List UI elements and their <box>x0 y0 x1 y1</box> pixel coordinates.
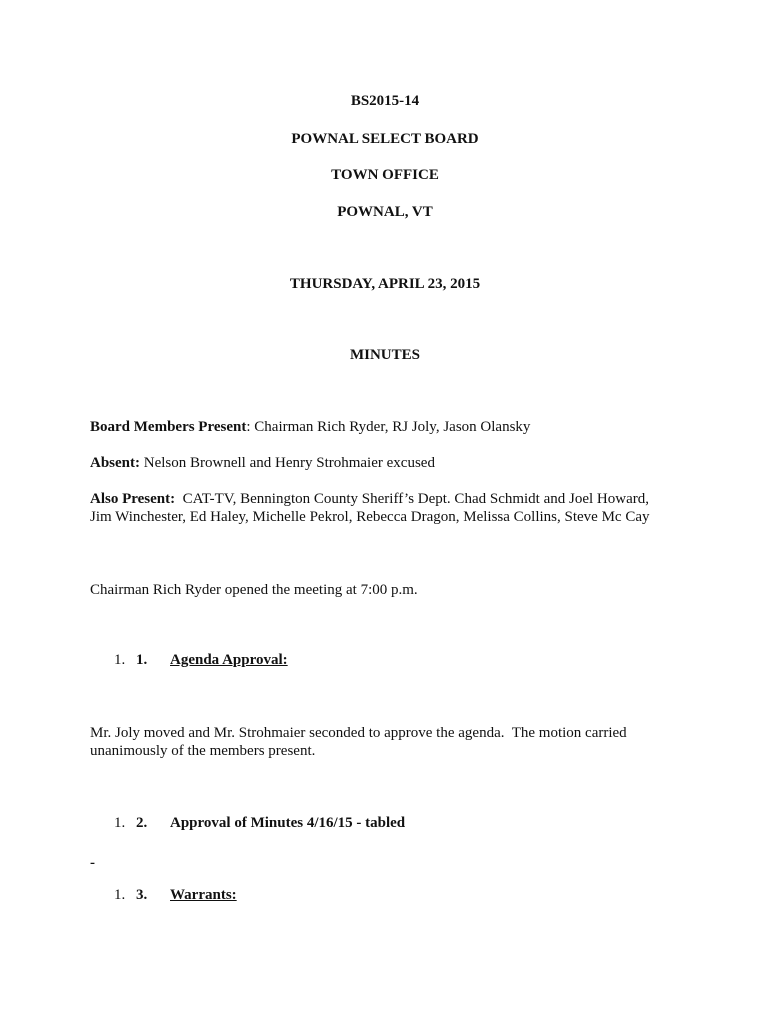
document-id: BS2015-14 <box>350 93 420 109</box>
item-number: 1. <box>114 887 126 903</box>
agenda-motion-line-1: Mr. Joly moved and Mr. Strohmaier seconded to approve the agenda. The motion carried <box>90 725 627 741</box>
agenda-item-3 <box>114 886 237 904</box>
document-type-heading: MINUTES <box>349 347 420 363</box>
also-present-line-1 <box>90 490 710 508</box>
board-members-present <box>90 418 690 436</box>
item-sub-number: 2. <box>136 815 148 831</box>
absent-members <box>90 454 690 472</box>
also-present-line-2: Jim Winchester, Ed Haley, Michelle Pekrol, Rebecca Dragon, Melissa Collins, Steve Mc Cay <box>90 509 650 525</box>
also-present-text-1: CAT-TV, Bennington County Sheriff’s Dept. Chad Schmidt and Joel Howard, <box>175 491 649 507</box>
absent-text: Nelson Brownell and Henry Strohmaier excused <box>140 455 435 471</box>
item-title: Agenda Approval: <box>170 652 288 668</box>
location: POWNAL, VT <box>337 204 433 220</box>
office-name: TOWN OFFICE <box>331 167 439 183</box>
present-label: Board Members Present <box>90 419 247 435</box>
present-text: : Chairman Rich Ryder, RJ Joly, Jason Olansky <box>246 419 531 435</box>
agenda-motion <box>90 724 710 760</box>
item-number: 1. <box>114 652 126 668</box>
meeting-opening: Chairman Rich Ryder opened the meeting at 7:00 p.m. <box>90 582 418 598</box>
also-present-label: Also Present: <box>90 491 176 507</box>
agenda-item-2 <box>114 814 405 832</box>
item-sub-number: 1. <box>136 652 148 668</box>
meeting-date: THURSDAY, APRIL 23, 2015 <box>289 276 481 292</box>
agenda-motion-line-2: unanimously of the members present. <box>90 743 316 759</box>
board-name: POWNAL SELECT BOARD <box>291 131 479 147</box>
item-title: Warrants: <box>170 887 237 903</box>
agenda-item-1 <box>114 651 288 669</box>
item-sub-number: 3. <box>136 887 148 903</box>
also-present <box>90 490 710 526</box>
item-number: 1. <box>114 815 126 831</box>
item-title: Approval of Minutes 4/16/15 - tabled <box>170 815 406 831</box>
dash-marker: - <box>90 855 95 871</box>
absent-label: Absent: <box>90 455 141 471</box>
